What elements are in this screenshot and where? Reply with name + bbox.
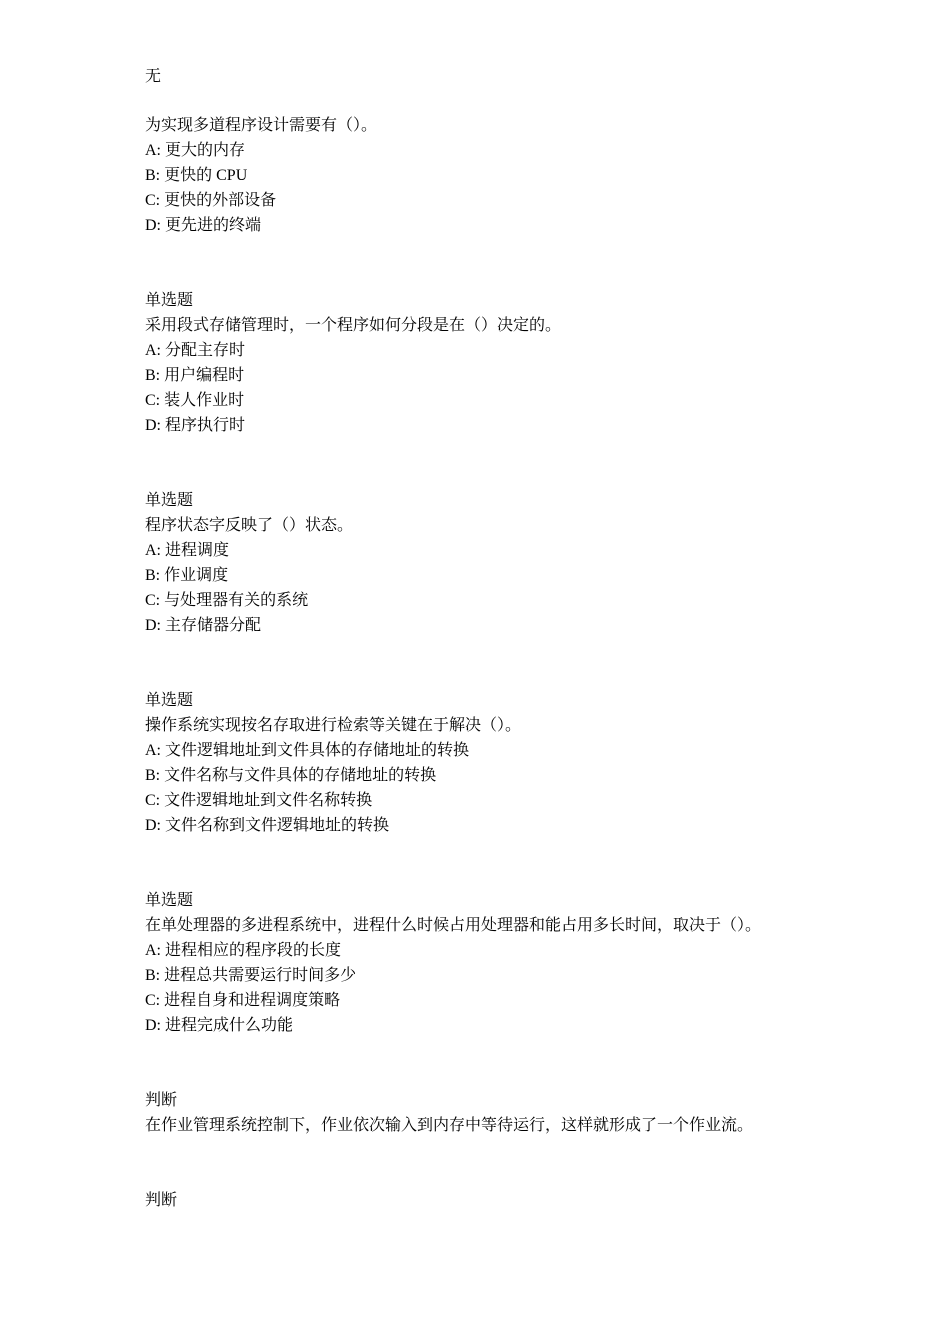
question-3 [145, 488, 845, 638]
option-d: D: 文件名称到文件逻辑地址的转换 [145, 817, 390, 834]
question-7 [145, 1188, 845, 1213]
question-type: 单选题 [145, 692, 194, 709]
question-stem: 在作业管理系统控制下，作业依次输入到内存中等待运行，这样就形成了一个作业流。 [145, 1117, 754, 1134]
intro-text: 无 [145, 68, 162, 85]
option-b: B: 用户编程时 [145, 367, 245, 384]
option-c: C: 与处理器有关的系统 [145, 592, 309, 609]
option-b: B: 文件名称与文件具体的存储地址的转换 [145, 767, 437, 784]
question-type: 单选题 [145, 892, 194, 909]
question-type: 判断 [145, 1092, 178, 1109]
option-d: D: 更先进的终端 [145, 217, 262, 234]
question-stem: 程序状态字反映了（）状态。 [145, 517, 354, 534]
option-a: A: 文件逻辑地址到文件具体的存储地址的转换 [145, 742, 470, 759]
question-6 [145, 1088, 845, 1138]
question-4 [145, 688, 845, 838]
question-stem: 操作系统实现按名存取进行检索等关键在于解决（）。 [145, 717, 522, 734]
question-stem: 采用段式存储管理时，一个程序如何分段是在（）决定的。 [145, 317, 562, 334]
option-d: D: 主存储器分配 [145, 617, 262, 634]
question-type: 判断 [145, 1192, 178, 1209]
option-b: B: 更快的 CPU [145, 167, 248, 184]
option-b: B: 作业调度 [145, 567, 229, 584]
option-c: C: 进程自身和进程调度策略 [145, 992, 341, 1009]
question-stem: 为实现多道程序设计需要有（）。 [145, 117, 378, 134]
document-page [145, 64, 845, 1213]
question-type: 单选题 [145, 492, 194, 509]
option-a: A: 分配主存时 [145, 342, 246, 359]
question-stem: 在单处理器的多进程系统中，进程什么时候占用处理器和能占用多长时间，取决于（）。 [145, 917, 762, 934]
question-2 [145, 288, 845, 438]
option-a: A: 更大的内存 [145, 142, 246, 159]
option-c: C: 文件逻辑地址到文件名称转换 [145, 792, 373, 809]
option-b: B: 进程总共需要运行时间多少 [145, 967, 357, 984]
option-d: D: 程序执行时 [145, 417, 246, 434]
option-d: D: 进程完成什么功能 [145, 1017, 294, 1034]
question-5 [145, 888, 845, 1038]
option-a: A: 进程调度 [145, 542, 230, 559]
question-1 [145, 113, 845, 238]
question-type: 单选题 [145, 292, 194, 309]
option-a: A: 进程相应的程序段的长度 [145, 942, 342, 959]
option-c: C: 装人作业时 [145, 392, 245, 409]
option-c: C: 更快的外部设备 [145, 192, 277, 209]
